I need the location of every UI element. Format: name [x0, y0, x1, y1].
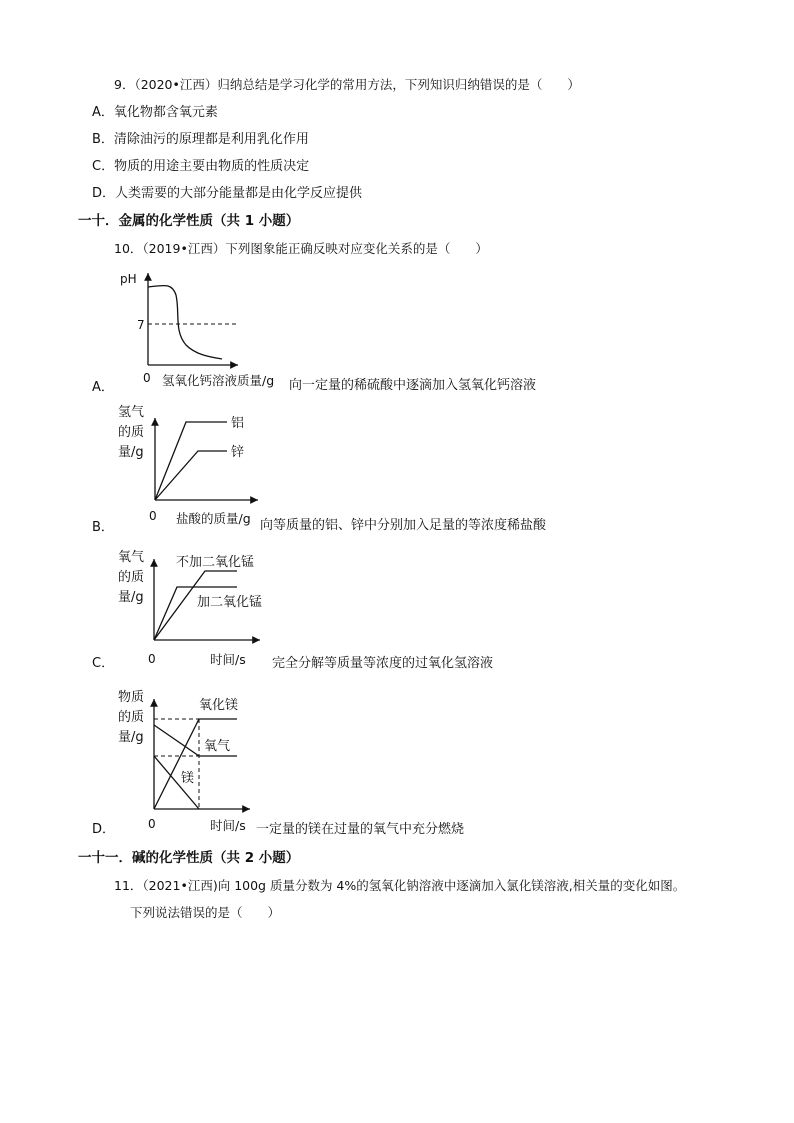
graph-d: [110, 685, 310, 835]
graph-a: [110, 265, 310, 395]
q9-option-c: C．物质的用途主要由物质的性质决定: [92, 159, 310, 174]
graph-b: [110, 400, 310, 535]
q9-option-b: B．清除油污的原理都是利用乳化作用: [92, 132, 309, 147]
q10-option-d-letter: D．: [92, 822, 116, 837]
graph-d-magnesium-oxide-line: [154, 719, 237, 809]
graph-d-origin: 0: [148, 817, 156, 831]
section-title-metal-properties: 一十．金属的化学性质（共 1 小题）: [78, 213, 300, 229]
q10-option-a-letter: A．: [92, 380, 114, 395]
q9-option-a: A．氧化物都含氧元素: [92, 105, 218, 120]
graph-a-xlabel: 氢氧化钙溶液质量/g: [162, 373, 275, 388]
graph-b-series-zinc: 锌: [231, 445, 245, 460]
graph-c-ylabel-line3: 量/g: [118, 590, 144, 605]
graph-a-tick-7: 7: [137, 318, 145, 332]
q10-stem: 10．（2019•江西）下列图象能正确反映对应变化关系的是（ ）: [114, 241, 488, 256]
q10-option-c-description: 完全分解等质量等浓度的过氧化氢溶液: [272, 656, 494, 671]
graph-c-series-with-mno2: 加二氧化锰: [197, 595, 263, 610]
graph-c-xlabel: 时间/s: [210, 652, 246, 667]
graph-b-origin: 0: [149, 509, 157, 523]
q10-option-b-letter: B．: [92, 520, 114, 535]
graph-c-series-without-mno2: 不加二氧化锰: [176, 555, 255, 570]
graph-a-ylabel: pH: [120, 272, 137, 286]
q9-option-d: D．人类需要的大部分能量都是由化学反应提供: [92, 186, 363, 201]
graph-a-origin: 0: [143, 371, 151, 385]
section-title-base-properties: 一十一．碱的化学性质（共 2 小题）: [78, 850, 300, 866]
graph-b-series-aluminum: 铝: [231, 416, 245, 431]
graph-c-origin: 0: [148, 652, 156, 666]
q11-stem-line2: 下列说法错误的是（ ）: [130, 905, 281, 920]
graph-b-ylabel-line3: 量/g: [118, 445, 144, 460]
graph-c-ylabel-line1: 氧气: [118, 550, 145, 565]
q11-stem-line1: 11．（2021•江西)向 100g 质量分数为 4%的氢氧化钠溶液中逐滴加入氯化镁溶液,相关量的变化如图。: [114, 878, 686, 893]
q10-option-c-letter: C．: [92, 656, 115, 671]
graph-b-zinc-line: [155, 451, 227, 500]
graph-d-ylabel-line3: 量/g: [118, 730, 144, 745]
graph-b-ylabel-line1: 氢气: [118, 405, 145, 420]
q9-stem: 9．（2020•江西）归纳总结是学习化学的常用方法，下列知识归纳错误的是（ ）: [114, 77, 580, 92]
q10-option-d-description: 一定量的镁在过量的氧气中充分燃烧: [256, 822, 465, 837]
graph-b-ylabel-line2: 的质: [118, 425, 145, 440]
graph-c-ylabel-line2: 的质: [118, 570, 145, 585]
graph-d-series-magnesium-oxide: 氧化镁: [199, 698, 239, 713]
graph-d-xlabel: 时间/s: [210, 818, 246, 833]
graph-d-ylabel-line1: 物质: [118, 690, 145, 705]
graph-d-series-oxygen: 氧气: [204, 739, 231, 754]
q10-option-b-description: 向等质量的铝、锌中分别加入足量的等浓度稀盐酸: [260, 518, 547, 533]
graph-d-series-magnesium: 镁: [181, 771, 195, 786]
graph-b-xlabel: 盐酸的质量/g: [176, 511, 251, 526]
q10-option-a-description: 向一定量的稀硫酸中逐滴加入氢氧化钙溶液: [289, 378, 537, 393]
graph-a-ph-curve: [148, 285, 222, 359]
graph-d-ylabel-line2: 的质: [118, 710, 145, 725]
